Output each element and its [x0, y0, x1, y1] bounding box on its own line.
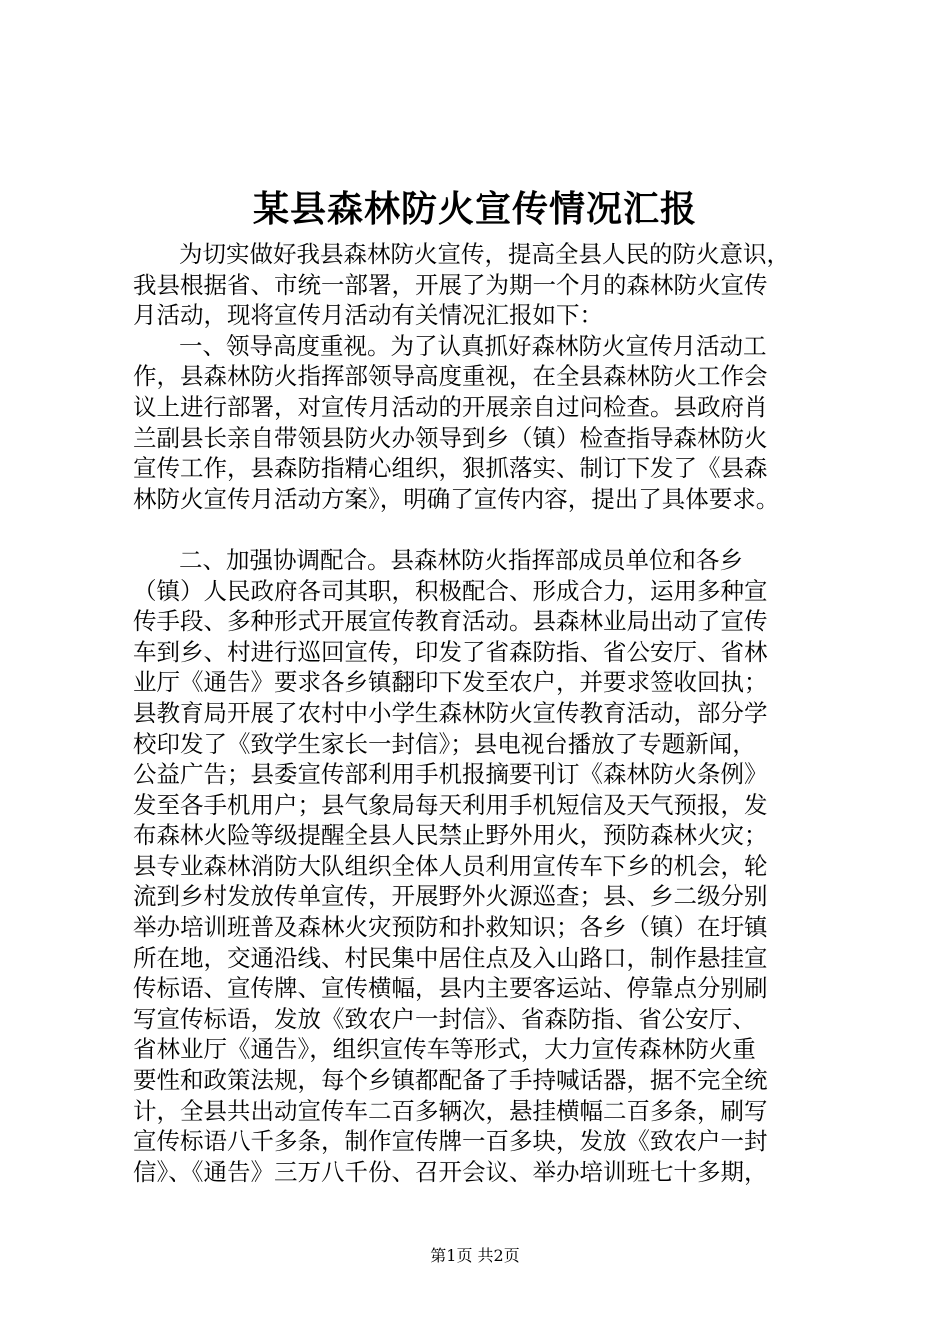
text-line: 写宣传标语，发放《致农户一封信》、省森防指、省公安厅、 [133, 1004, 756, 1033]
text-line: 月活动，现将宣传月活动有关情况汇报如下： [133, 301, 603, 330]
paragraph-spacer [133, 514, 845, 545]
text-line: 发至各手机用户；县气象局每天利用手机短信及天气预报，发 [133, 790, 768, 819]
text-line: 车到乡、村进行巡回宣传，印发了省森防指、省公安厅、省林 [133, 637, 768, 666]
text-line: 所在地，交通沿线、村民集中居住点及入山路口，制作悬挂宣 [133, 943, 768, 972]
text-line: 县专业森林消防大队组织全体人员利用宣传车下乡的机会，轮 [133, 851, 768, 880]
text-line: 宣传标语八千多条，制作宣传牌一百多块，发放《致农户一封 [133, 1127, 768, 1156]
text-line: 公益广告；县委宣传部利用手机报摘要刊订《森林防火条例》 [133, 760, 768, 789]
document-body [133, 239, 845, 1187]
text-line: 林防火宣传月活动方案》，明确了宣传内容，提出了具体要求。 [133, 484, 780, 513]
text-line: 我县根据省、市统一部署，开展了为期一个月的森林防火宣传 [133, 270, 768, 299]
text-line: 要性和政策法规，每个乡镇都配备了手持喊话器，据不完全统 [133, 1066, 768, 1095]
text-line: 二、加强协调配合。县森林防火指挥部成员单位和各乡 [179, 545, 743, 574]
text-line: 传手段、多种形式开展宣传教育活动。县森林业局出动了宣传 [133, 607, 768, 636]
text-line: 议上进行部署，对宣传月活动的开展亲自过问检查。县政府肖 [133, 392, 768, 421]
text-line: 作，县森林防火指挥部领导高度重视，在全县森林防火工作会 [133, 362, 768, 391]
text-line: 布森林火险等级提醒全县人民禁止野外用火，预防森林火灾； [133, 821, 768, 850]
text-line: 信》、《通告》三万八千份、召开会议、举办培训班七十多期， [133, 1157, 768, 1186]
text-line: 流到乡村发放传单宣传，开展野外火源巡查；县、乡二级分别 [133, 882, 768, 911]
page-footer [0, 1246, 950, 1266]
text-line: 举办培训班普及森林火灾预防和扑救知识；各乡（镇）在圩镇 [133, 913, 768, 942]
paragraph-intro [133, 239, 845, 331]
text-line: 校印发了《致学生家长一封信》；县电视台播放了专题新闻， [133, 729, 756, 758]
text-line: 省林业厅《通告》，组织宣传车等形式，大力宣传森林防火重 [133, 1035, 756, 1064]
text-line: 传标语、宣传牌、宣传横幅，县内主要客运站、停靠点分别刷 [133, 974, 768, 1003]
text-line: 宣传工作，县森防指精心组织，狠抓落实、制订下发了《县森 [133, 454, 768, 483]
text-line: （镇）人民政府各司其职，积极配合、形成合力，运用多种宣 [133, 576, 768, 605]
text-line: 一、领导高度重视。为了认真抓好森林防火宣传月活动工 [179, 331, 767, 360]
document-title: 某县森林防火宣传情况汇报 [252, 188, 697, 230]
text-line: 为切实做好我县森林防火宣传，提高全县人民的防火意识， [179, 240, 790, 268]
text-line: 县教育局开展了农村中小学生森林防火宣传教育活动，部分学 [133, 698, 768, 727]
paragraph-coordination [133, 545, 845, 1187]
text-line: 业厅《通告》要求各乡镇翻印下发至农户，并要求签收回执； [133, 668, 768, 697]
page-number: 第1页 共2页 [430, 1246, 520, 1265]
paragraph-leadership [133, 331, 845, 515]
text-line: 兰副县长亲自带领县防火办领导到乡（镇）检查指导森林防火 [133, 423, 768, 452]
text-line: 计，全县共出动宣传车二百多辆次，悬挂横幅二百多条，刷写 [133, 1096, 768, 1125]
